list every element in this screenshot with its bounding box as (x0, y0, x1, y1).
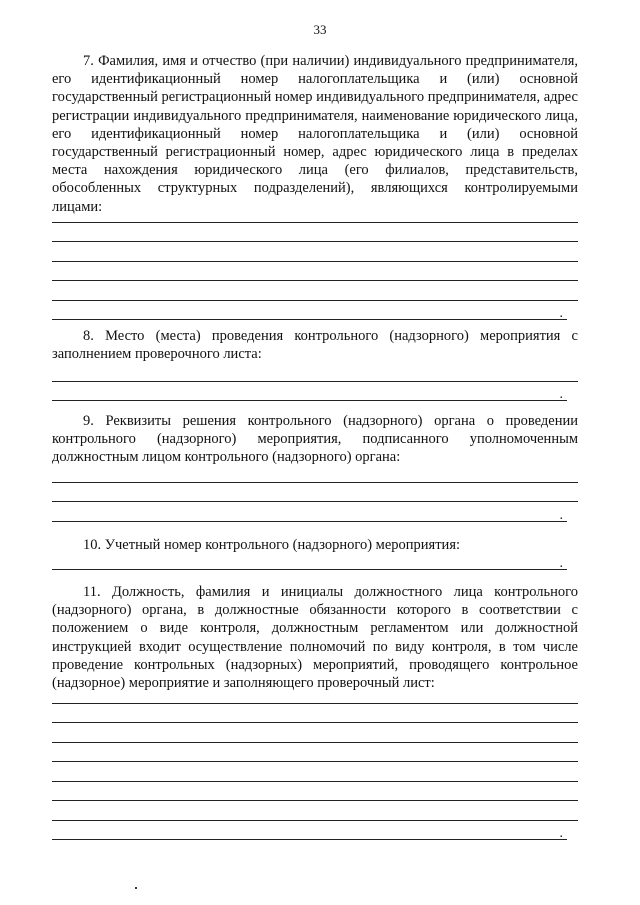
item-7-text: 7. Фамилия, имя и отчество (при наличии) индивидуального предпринимателя, его идентификационный номер налогоплательщика и (или) основной государственный регистрационный номер индивидуального предпринимателя, адрес регистрации индивидуального предпринимателя, наименование юридического лица, его идентификационный номер налогоплательщика и (или) основной государственный регистрационный номер, адрес юридического лица в пределах места нахождения юридического лица (его филиалов, представительств, обособленных структурных подразделений), являющихся контролируемыми лицами: (52, 53, 578, 215)
blank-line[interactable] (52, 242, 578, 262)
blank-line[interactable] (52, 362, 578, 382)
line-end-period: . (559, 826, 563, 841)
line-end-period: . (559, 555, 563, 571)
item-9-text: 9. Реквизиты решения контрольного (надзорного) органа о проведении контрольного (надзорного) мероприятия, подписанного уполномоченным должностным лицом контрольного (надзорного) органа: (52, 413, 578, 466)
blank-line[interactable] (52, 704, 578, 724)
blank-line[interactable] (52, 502, 567, 522)
blank-line[interactable] (52, 281, 578, 301)
blank-line[interactable] (52, 301, 567, 321)
blank-line[interactable] (52, 743, 578, 763)
item-7-fill-lines[interactable] (52, 203, 578, 320)
item-9-fill-lines[interactable] (52, 463, 578, 522)
blank-line[interactable] (52, 203, 578, 223)
line-end-period: . (559, 507, 563, 523)
blank-line[interactable] (52, 550, 567, 570)
blank-line[interactable] (52, 762, 578, 782)
scan-speck (135, 887, 137, 889)
line-end-period: . (559, 306, 563, 321)
blank-line[interactable] (52, 782, 578, 802)
item-10-fill-lines[interactable] (52, 550, 578, 570)
blank-line[interactable] (52, 684, 578, 704)
item-8-text: 8. Место (места) проведения контрольного (надзорного) мероприятия с заполнением проверочного листа: (52, 328, 578, 363)
blank-line[interactable] (52, 382, 567, 402)
blank-line[interactable] (52, 801, 578, 821)
blank-line[interactable] (52, 262, 578, 282)
item-8-fill-lines[interactable] (52, 362, 578, 401)
blank-line[interactable] (52, 463, 578, 483)
page-number: 33 (313, 22, 327, 37)
line-end-period: . (559, 387, 563, 402)
blank-line[interactable] (52, 723, 578, 743)
item-11-fill-lines[interactable] (52, 684, 578, 840)
item-10-text: 10. Учетный номер контрольного (надзорного) мероприятия: (83, 537, 461, 553)
blank-line[interactable] (52, 821, 567, 841)
blank-line[interactable] (52, 483, 578, 503)
item-11-text: 11. Должность, фамилия и инициалы должностного лица контрольного (надзорного) органа, в должностные обязанности которого в соответствии с положением о виде контроля, должностным регламентом или должностной инструкцией входит осуществление полномочий по виду контроля, в том числе проведение контрольных (надзорных) мероприятий, проводящего контрольное (надзорное) мероприятие и заполняющего проверочный лист: (52, 584, 578, 692)
blank-line[interactable] (52, 223, 578, 243)
